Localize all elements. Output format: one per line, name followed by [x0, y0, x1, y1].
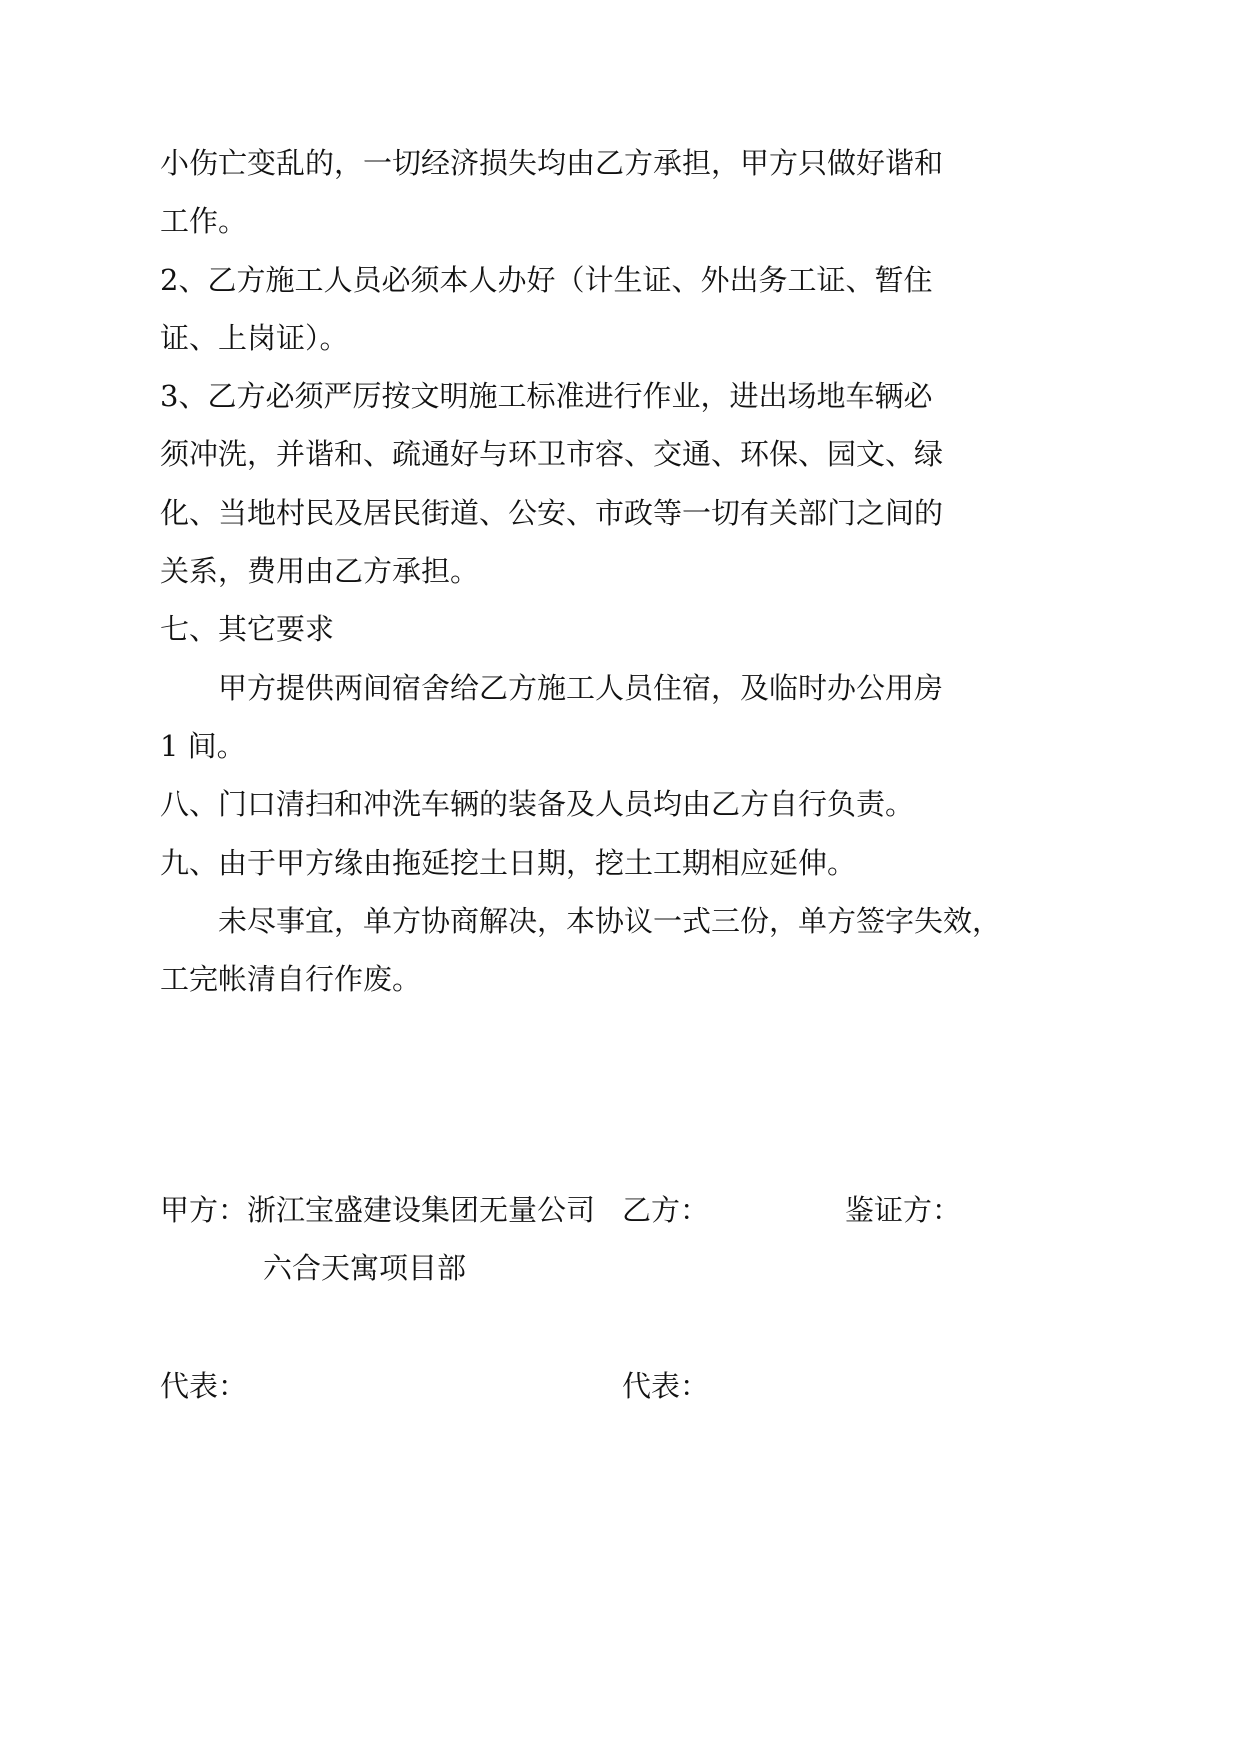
- closing-paragraph-line: 工完帐清自行作废。: [160, 962, 422, 997]
- section-7-paragraph-line: 1 间。: [160, 728, 246, 763]
- clause-item-3-line: 3、乙方必须严厉按文明施工标准进行作业，进出场地车辆必: [160, 379, 933, 414]
- party-a-department: 六合天寓项目部: [263, 1251, 467, 1285]
- party-a-signature-label: 甲方：浙江宝盛建设集团无量公司: [160, 1193, 596, 1227]
- section-heading: 七、其它要求: [160, 612, 335, 647]
- clause-paragraph-line: 工作。: [160, 204, 248, 239]
- clause-item-3-line: 须冲洗，并谐和、疏通好与环卫市容、交通、环保、园文、绿: [160, 437, 944, 472]
- clause-item-3-line: 化、当地村民及居民街道、公安、市政等一切有关部门之间的: [160, 495, 944, 530]
- party-a-representative-label: 代表：: [160, 1369, 248, 1403]
- party-b-representative-label: 代表：: [622, 1369, 710, 1403]
- contract-body: [160, 134, 1060, 1008]
- clause-paragraph-line: 小伤亡变乱的，一切经济损失均由乙方承担，甲方只做好谐和: [160, 146, 944, 180]
- section-heading: 九、由于甲方缘由拖延挖土日期，挖土工期相应延伸。: [160, 845, 857, 880]
- clause-item-3-line: 关系，费用由乙方承担。: [160, 554, 480, 589]
- witness-signature-label: 鉴证方：: [845, 1193, 962, 1227]
- section-7-paragraph-line: 甲方提供两间宿舍给乙方施工人员住宿，及临时办公用房: [218, 670, 944, 705]
- party-b-signature-label: 乙方：: [622, 1193, 710, 1227]
- section-heading: 八、门口清扫和冲洗车辆的装备及人员均由乙方自行负责。: [160, 787, 915, 822]
- clause-item-2-line: 证、上岗证）。: [160, 320, 349, 355]
- closing-paragraph-line: 未尽事宜，单方协商解决，本协议一式三份，单方签字失效，: [218, 903, 1002, 938]
- clause-item-2-line: 2、乙方施工人员必须本人办好（计生证、外出务工证、暂住: [160, 262, 933, 297]
